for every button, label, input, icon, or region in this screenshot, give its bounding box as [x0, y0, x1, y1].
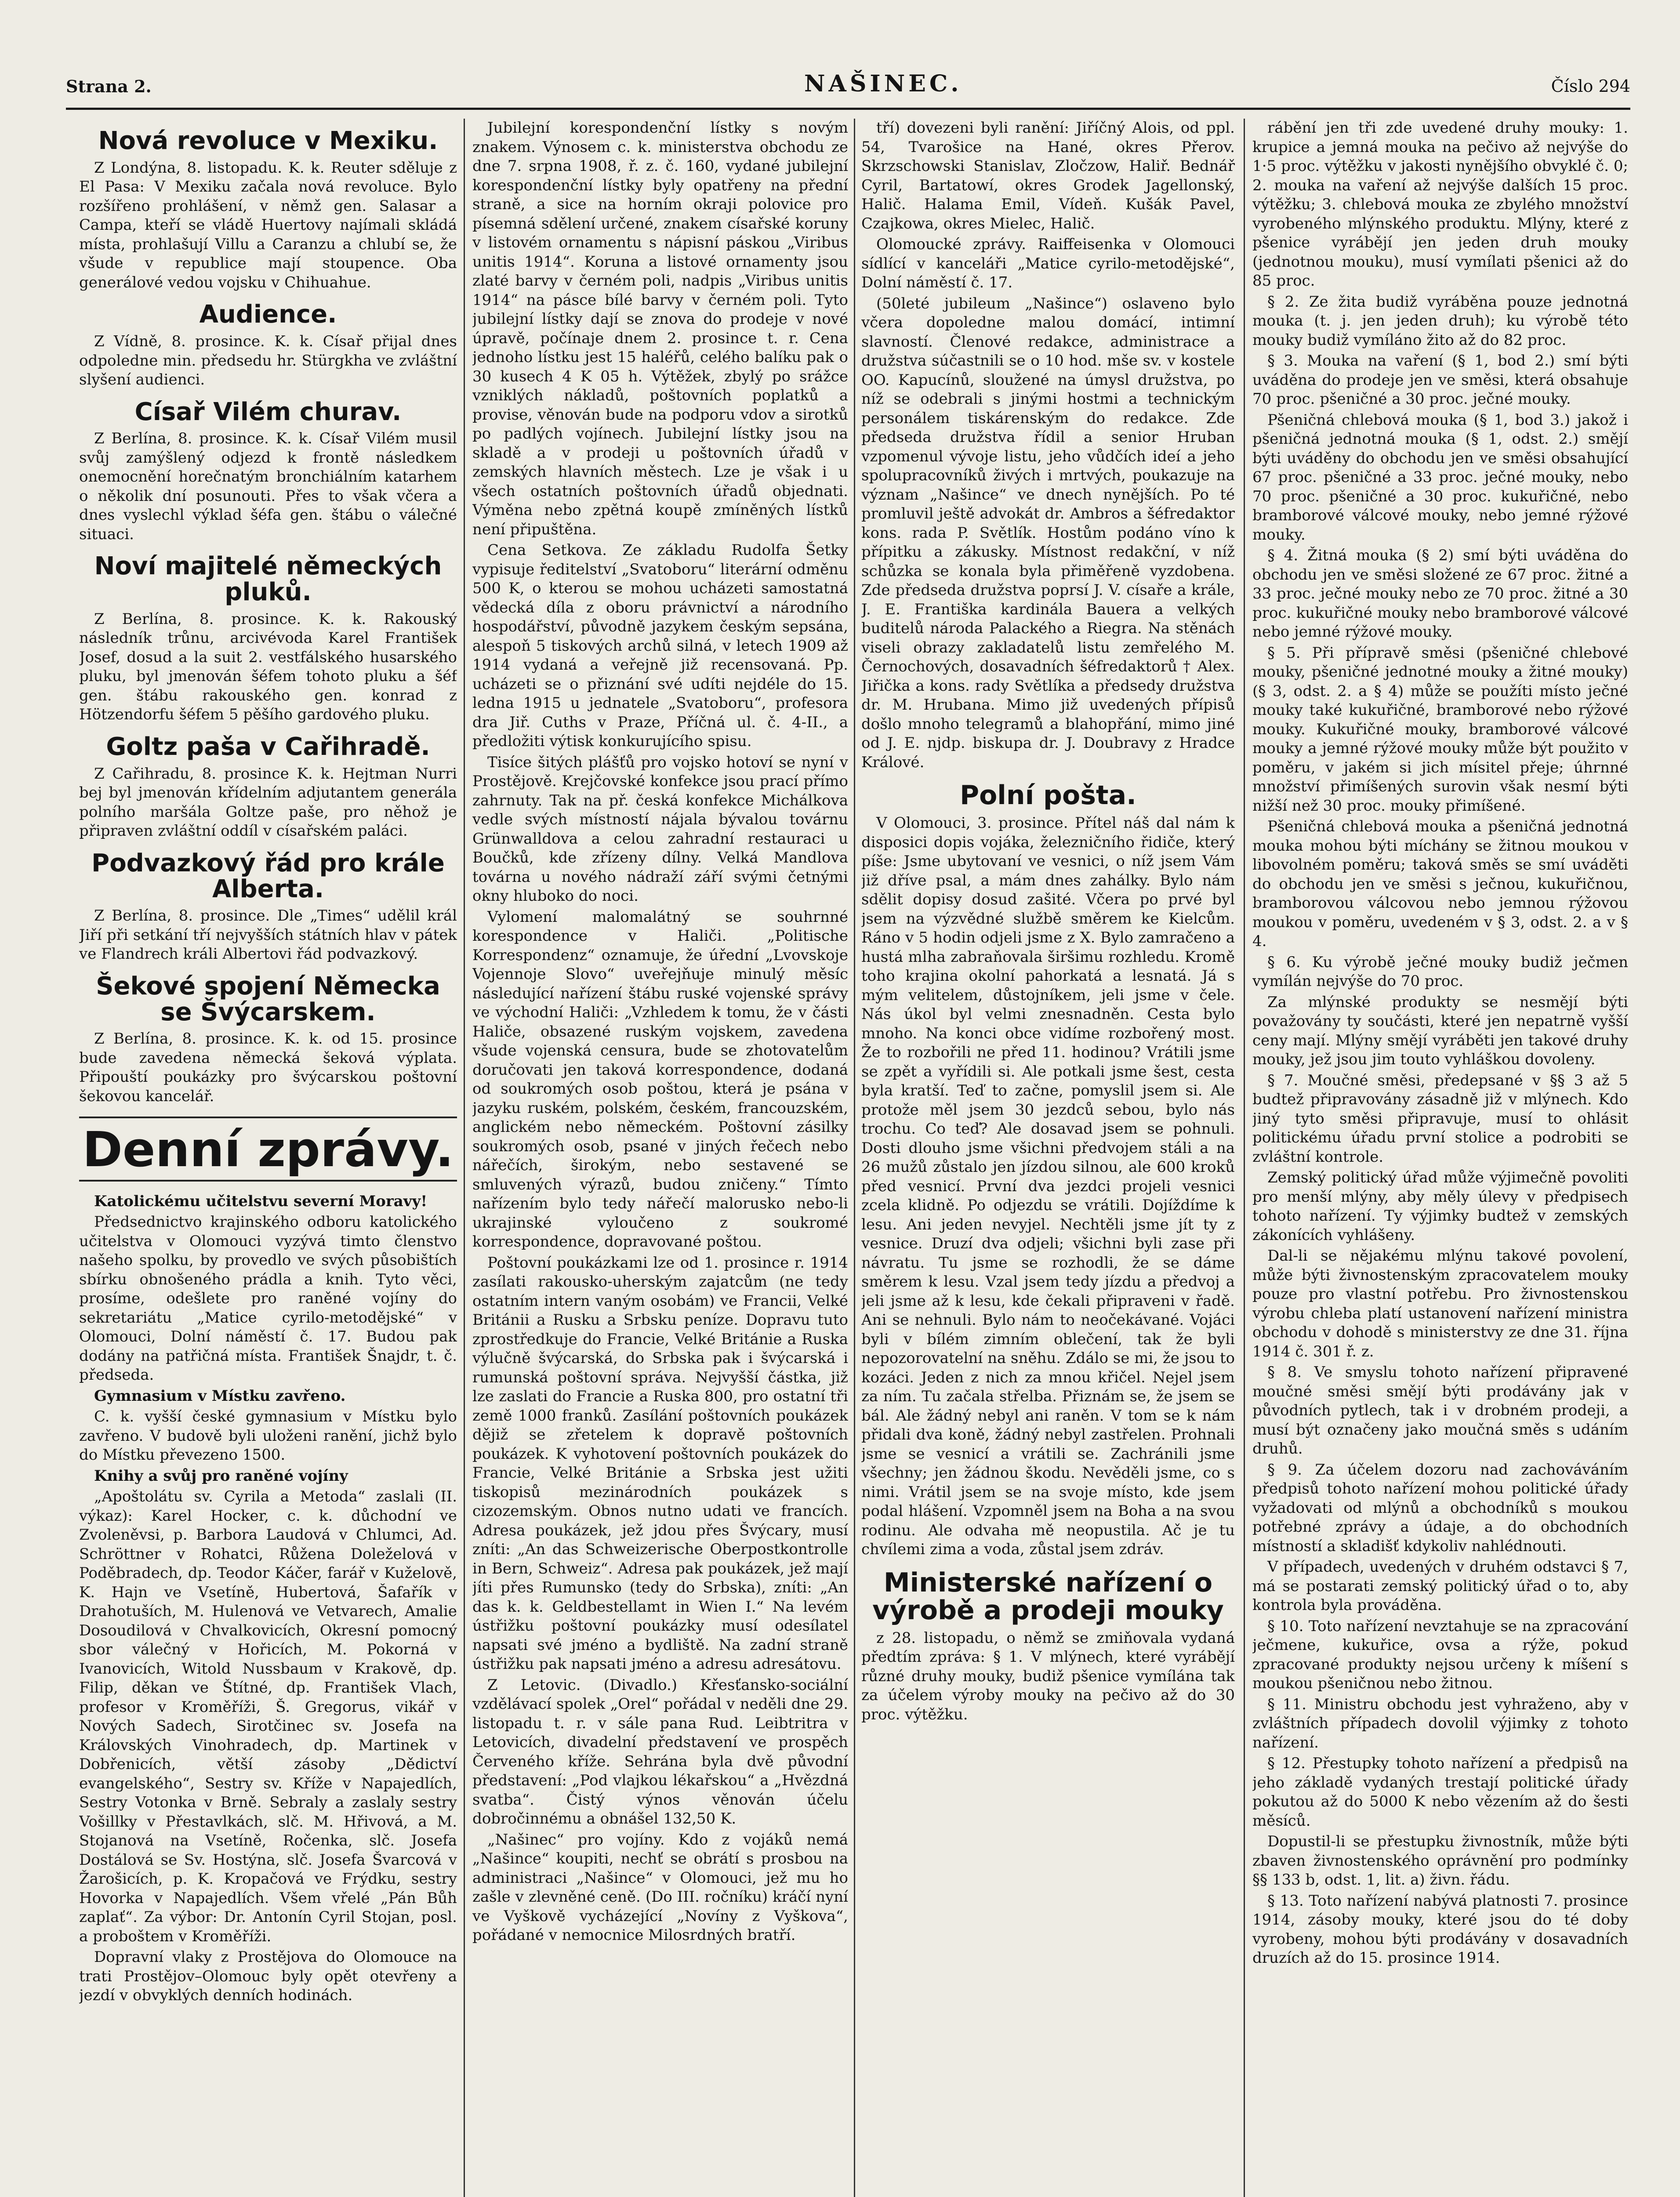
article-paragraph: Vylomení malomalátný se souhrnné korespondence v Haliči. „Politische Korrespondenz“ oznamuje, že úřední „Lvovskoje Vojennoje Slovo“ uveřejňuje minulý měsíc následující nařízení štábu ruské vojenské správy ve východní Haliči: „Vzhledem k tomu, že v části Haliče, obsazené ruským vojskem, zavedena všude vojenská censura, bude se zhotovatelům doručovati jen taková korrespondence, dodaná od soukromých osob poštou, která je psána v jazyku ruském, polském, českém, francouzském, anglickém nebo německém. Poštovní zásilky soukromých osob, psané v jiných řečech nebo nářečích, širokým, nebo sestavené se smluvených výrazů, budou zničeny.“ Tímto nařízením bylo tedy nářečí malorusko nebo-li ukrajinské vyloučeno z soukromé korrespondence, dopravované poštou.	[472, 908, 848, 1251]
article-paragraph: Z Berlína, 8. prosince. K. k. Rakouský následník trůnu, arcivévoda Karel František Josef, dosud a la suit 2. vestfálského husarského pluku, byl jmenován šéfem tohoto pluku a šéf gen. štábu rakouského gen. konrad z Hötzendorfu šéfem 5 pěšího gardového pluku.	[79, 610, 457, 724]
article-paragraph: § 3. Mouka na vaření (§ 1, bod 2.) smí býti uváděna do prodeje jen ve směsi, která obsahuje 70 proc. pšeničné a 30 proc. ječné mouky.	[1252, 352, 1628, 408]
column-divider	[854, 119, 855, 2197]
column-3	[861, 119, 1235, 2197]
article-headline: Císař Vilém churav.	[134, 397, 402, 426]
article-paragraph: Zemský politický úřad může výjimečně povoliti pro menší mlýny, aby měly úlevy v předpisech tohoto nařízení. Ty výjimky budtež v zemských zákonících vyhlášeny.	[1252, 1169, 1628, 1244]
article-paragraph: z 28. listopadu, o němž se zmiňovala vydaná předtím zpráva: § 1. V mlýnech, které vyrábějí různé druhy mouky, budiž pšenice vymílána tak za účelem výroby mouky na pečivo až do 30 proc. výtěžku.	[861, 1629, 1235, 1723]
article-headline: Audience.	[199, 300, 337, 329]
article-paragraph: Cena Setkova. Ze základu Rudolfa Šetky vypisuje ředitelství „Svatoboru“ literární odměnu 500 K, o kterou se mohou ucházeti samostatná vědecká díla z oboru právnictví a národního hospodářství, původně jazykem českým sepsána, alespoň 5 tiskových archů silná, v letech 1909 až 1914 vydaná a veřejně již recensovaná. Pp. ucházeti se o přiznání své udíti nejdéle do 15. ledna 1915 u jednatele „Svatoboru“, profesora dra Jiř. Cuths v Praze, Příčná ul. č. 4-II., a předložiti výtisk konkurujícího spisu.	[472, 541, 848, 750]
article-paragraph: Předsednictvo krajinského odboru katolického učitelstva v Olomouci vyzývá timto členstvo našeho spolku, by provedlo ve svých působištích sbírku obnošeného prádla a knih. Tyto věci, prosíme, odešlete pro raněné vojíny do sekretariátu „Matice cyrilo-metodějské“ v Olomouci, Dolní náměstí č. 17. Budou pak dodány na patřičná místa. František Šnajdr, t. č. předseda.	[79, 1213, 457, 1384]
article-paragraph: § 13. Toto nařízení nabývá platnosti 7. prosince 1914, zásoby mouky, které jsou do té doby vyrobeny, mohou býti prodávány v dosavadních druzích až do 15. prosince 1914.	[1252, 1892, 1628, 1967]
article-paragraph: Z Londýna, 8. listopadu. K. k. Reuter sděluje z El Pasa: V Mexiku začala nová revoluce. Bylo rozšířeno prohlášení, v němž gen. Salasar a Campa, kteří se vládě Huertovy najímali skládá místa, prohlašují Villu a Caranzu a chlubí se, že všude v republice mají stoupence. Oba generálové vedou vojsku v Chihuahue.	[79, 159, 457, 291]
article-paragraph: Z Vídně, 8. prosince. K. k. Císař přijal dnes odpoledne min. předsedu hr. Stürgkha ve zvláštní slyšení audienci.	[79, 333, 457, 389]
column-4	[1252, 119, 1628, 2197]
article-headline: Nová revoluce v Mexiku.	[98, 127, 438, 155]
article-paragraph: Pšeničná chlebová mouka (§ 1, bod 3.) jakož i pšeničná jednotná mouka (§ 1, odst. 2.) smějí býti uváděny do obchodu jen ve směsi obsahující 67 proc. pšeničné a 33 proc. ječné mouky, nebo 70 proc. pšeničné a 30 proc. kukuřičné, nebo bramborové válcové mouky, nebo jemné rýžové mouky.	[1252, 411, 1628, 544]
page-label: Strana 2.	[66, 76, 152, 96]
article-paragraph: V Olomouci, 3. prosince. Přítel náš dal nám k disposici dopis vojáka, železničního řidiče, který píše: Jsme ubytovaní ve vesnici, o níž jsem Vám již dříve psal, a mám dnes zahálky. Bylo nám sdělit dopisy dosud zašité. Včera po prvé byl jsem na výzvědné službě směrem ke Kielcům. Ráno v 5 hodin odjeli jsme z X. Bylo zamračeno a hustá mlha zabraňovala širšimu rozhledu. Kromě toho krajina okolní pahorkatá a lesnatá. Já s mým velitelem, důstojníkem, jeli jsme v čele. Nás úkol byl velmi znesnadněn. Cesta bylo mnoho. Na konci obce vidíme rozbořený most. Že to rozbořili ne před 11. hodinou? Vrátili jsme se zpět a vyřídili si. Ale potkali jsme šest, cesta byla kratší. Teď to začne, pomyslil jsem si. Ale protože měl jsem 30 jezdců sebou, bylo nás trochu. Co teď? Ale dosavad jsem se pohnuli. Dosti dlouho jsme všichni předvojem stáli a na 26 mužů zůstalo jen jízdou silnou, ale 600 kroků před vesnicí. První dva jezdci projeli vesnici zcela klidně. Po odjezdu se vrátili. Dojíždíme k lesu. Ani jeden nevyjel. Nechtěli jsme jít ty z vesnice. Druzí dva odjeli; všichni byli zase při návratu. Tu jsme se rozhodli, že se dáme směrem k lesu. Vzal jsem tedy jízdu a předvoj a jeli jsme až k lesu, kde čekali připraveni v řadě. Ani se nehnuli. Bylo nám to neočekávané. Vojáci byli v bílém zimním oblečení, tak že byli nepozorovatelní na sněhu. Zdálo se mi, že jsou to kozáci. Jeden z nich za mnou křičel. Nejel jsem za ním. Tu začala střelba. Přiznám se, že jsem se bál. Ale žádný nebyl ani raněn. V tom se k nám přidali dva koně, žádný nebyl zastřelen. Prohnali jsme se vesnicí a vrátili se. Zachránili jsme všechny; jen žádnou škodu. Nevěděli jsme, co s nimi. Vrátil jsem se na svoje místo, kde jsem podal hlášení. Vzpomněl jsem na Boha a na svou rodinu. Ale odvaha mě neopustila. Ač je tu chvílemi zima a voda, zůstal jsem zdráv.	[861, 814, 1235, 1558]
masthead: NAŠINEC.	[804, 70, 962, 97]
article-paragraph: Z Berlína, 8. prosince. Dle „Times“ udělil král Jiří při setkání tří nejvyšších státních hlav v pátek ve Flandrech králi Albertovi řád podvazkový.	[79, 907, 457, 963]
article-paragraph: Olomoucké zprávy. Raiffeisenka v Olomouci sídlící v kanceláři „Matice cyrilo-metodějské“, Dolní náměstí č. 17.	[861, 236, 1235, 291]
article-paragraph: „Našinec“ pro vojíny. Kdo z vojáků nemá „Našince“ koupiti, nechť se obrátí s prosbou na administraci „Našince“ v Olomouci, jež mu ho zašle v zlevněné ceně. (Do III. ročníku) kráčí nyní ve Vyškově vycházející „Novíny z Vyškova“, pořádané v nemocnice Milosrdných bratří.	[472, 1831, 848, 1944]
article-paragraph: Z Letovic. (Divadlo.) Křesťansko-sociální vzdělávací spolek „Orel“ pořádal v neděli dne 29. listopadu t. r. v sále pana Rud. Leibtritra v Letovicích, divadelní představení ve prospěch Červeného kříže. Sehrána byla dvě původní představení: „Pod vlajkou lékařskou“ a „Hvězdná svatba“. Čistý výnos věnován účelu dobročinnému a obnášel 132,50 K.	[472, 1676, 848, 1827]
article-paragraph: Dopustil-li se přestupku živnostník, může býti zbaven živnostenského oprávnění pro podmínky §§ 133 b, odst. 1, lit. a) živn. řádu.	[1252, 1833, 1628, 1889]
article-paragraph: § 12. Přestupky tohoto nařízení a předpisů na jeho základě vydaných trestají politické úřady pokutou až do 5000 K nebo vězením až do šesti měsíců.	[1252, 1755, 1628, 1830]
column-2	[472, 119, 848, 2197]
article-paragraph: „Apoštolátu sv. Cyrila a Metoda“ zaslali (II. výkaz): Karel Hocker, c. k. důchodní ve Zvoleněvsi, p. Barbora Laudová v Chlumci, Ad. Schröttner v Rohatci, Růžena Doleželová v Poděbradech, dp. Teodor Káčer, farář v Kuželově, K. Hajn ve Vsetíně, Hubertová, Šafařík v Drahotuších, M. Hulenová ve Vetvarech, Amalie Dosoudilová v Chvalkovicích, Okresní pomocný sbor válečný v Hořicích, M. Pokorná v Ivanovicích, Witold Nussbaum v Krakově, dp. Filip, děkan ve Štítné, dp. František Vlach, profesor v Kroměříži, Š. Gregorus, vikář v Nových Sadech, Sirotčinec sv. Josefa na Královských Vinohradech, dp. Martinek v Dobřenicích, větší zásoby „Dědictví evangelského“, Sestry sv. Kříže v Napajedlích, Sestry Votonka v Brně. Sebraly a zaslaly sestry Vošillky v Přestavlkách, slč. M. Hřivová, a M. Stojanová na Vsetíně, Ročenka, slč. Josefa Dostálová se Sv. Hostýna, slč. Josefa Švarcová v Žarošicích, p. K. Kropačová ve Frýdku, sestry Hovorka v Napajedlích. Všem vřelé „Pán Bůh zaplať“. Za výbor: Dr. Antonín Cyril Stojan, posl. a proboštem v Kroměříži.	[79, 1488, 457, 1945]
article-paragraph: C. k. vyšší české gymnasium v Místku bylo zavřeno. V budově byli uloženi ranění, jichž bylo do Místku převezeno 1500.	[79, 1408, 457, 1464]
article-paragraph: Za mlýnské produkty se nesmějí býti považovány ty součásti, které jen nepatrně vyšší ceny mají. Mlýny smějí vyráběti jen takové druhy mouky, jež jsou jim touto vyhláškou dovoleny.	[1252, 993, 1628, 1068]
article-paragraph: § 5. Při přípravě směsi (pšeničné chlebové mouky, pšeničné jednotné mouky a žitné mouky) (§ 3, odst. 2. a § 4) může se použíti místo ječné mouky také kukuřičné, bramborové nebo rýžové mouky. Kukuřičné mouky, bramborové válcové mouky a jemné rýžové mouky může být použito v poměru, v jakém si jich mísitel přeje; úhrnné množství přimíšených surovin však nesmí býti nižší než 30 proc. mouky přimíšené.	[1252, 644, 1628, 815]
article-paragraph: Knihy a svůj pro raněné vojíny	[94, 1467, 348, 1485]
article-paragraph: rábění jen tři zde uvedené druhy mouky: 1. krupice a jemná mouka na pečivo až nejvýše do 1·5 proc. výtěžku v jakosti nynějšího obvyklé č. 0; 2. mouka na vaření až nejvýše dalších 15 proc. výtěžku; 3. chlebová mouka ze zbylého množství vyrobeného mlýnského produktu. Mlýny, které z pšenice vyrábějí jen jeden druh mouky (jednotnou mouku), musí vymílati pšenici až do 85 proc.	[1252, 119, 1628, 290]
article-headline: Podvazkový řád pro krále Alberta.	[91, 848, 445, 903]
article-headline: Noví majitelé německých pluků.	[94, 552, 442, 607]
article-paragraph: § 2. Ze žita budiž vyráběna pouze jednotná mouka (t. j. jen jeden druh); ku výrobě této mouky budiž vymíláno žito až do 82 proc.	[1252, 293, 1628, 349]
header-rule	[66, 108, 1630, 110]
article-paragraph: § 9. Za účelem dozoru nad zachováváním předpisů tohoto nařízení mohou politické úřady vyžadovati od mlýnů a obchodníků s moukou potřebné zprávy a údaje, a do obchodních místností a skladišť kdykoliv nahlédnouti.	[1252, 1461, 1628, 1555]
article-paragraph: Tisíce šitých plášťů pro vojsko hotoví se nyní v Prostějově. Krejčovské konfekce jsou prací přímo zahrnuty. Tak na př. česká konfekce Michálkova vedle svých místností nájala bývalou továrnu Grünwalldova a celou zahradní restauraci u Boučků, kde zřízeny dílny. Velká Mandlova továrna u nového nádraží září svými četnými okny hluboko do noci.	[472, 753, 848, 905]
article-paragraph: Katolickému učitelstvu severní Moravy!	[94, 1192, 428, 1210]
article-headline: Goltz paša v Cařihradě.	[106, 732, 430, 761]
article-paragraph: § 6. Ku výrobě ječné mouky budiž ječmen vymílán nejvýše do 70 proc.	[1252, 953, 1628, 990]
column-divider	[1244, 119, 1245, 2197]
page-header	[66, 66, 1630, 105]
article-headline: Polní pošta.	[960, 780, 1136, 811]
article-paragraph: § 7. Moučné směsi, předepsané v §§ 3 až 5 budtež připravovány zásadně již v mlýnech. Kdo jiný tyto směsi připravuje, musí to ohlásit politickému úřadu první stolice a podrobiti se zvláštní kontrole.	[1252, 1071, 1628, 1166]
article-headline: Ministerské nařízení o výrobě a prodeji mouky	[872, 1567, 1224, 1626]
column-divider	[464, 119, 465, 2197]
article-paragraph: Z Cařihradu, 8. prosince K. k. Hejtman Nurri bej byl jmenován křídelním adjutantem generála polního maršála Goltze paše, pro něhož je připraven zvláštní oddíl v císařském paláci.	[79, 765, 457, 840]
article-paragraph: Z Berlína, 8. prosince. K. k. Císař Vilém musil svůj zamýšlený odjezd k frontě následkem onemocnění horečnatým bronchiálním katarhem o několik dní posunouti. Přes to však včera a dnes vyslechl výklad šéfa gen. štábu o válečné situaci.	[79, 430, 457, 543]
article-headline: Šekové spojení Německa se Švýcarskem.	[96, 972, 440, 1026]
article-paragraph: Dopravní vlaky z Prostějova do Olomouce na trati Prostějov–Olomouc byly opět otevřeny a jezdí v obvyklých denních hodinách.	[79, 1948, 457, 2005]
article-headline: Denní zprávy.	[79, 1117, 457, 1182]
article-paragraph: § 4. Žitná mouka (§ 2) smí býti uváděna do obchodu jen ve směsi složené ze 67 proc. žitné a 33 proc. ječné mouky nebo ze 70 proc. žitné a 30 proc. kukuřičné mouky nebo bramborové válcové nebo jemné rýžové mouky.	[1252, 547, 1628, 641]
article-paragraph: § 8. Ve smyslu tohoto nařízení připravené moučné směsi smějí býti prodávány jak v původních pytlech, tak i v drobném prodeji, a musí být označeny jako moučná směs s udáním druhů.	[1252, 1363, 1628, 1457]
article-paragraph: V případech, uvedených v druhém odstavci § 7, má se postarati zemský politický úřad o to, aby kontrola byla prováděna.	[1252, 1558, 1628, 1614]
article-paragraph: Pšeničná chlebová mouka a pšeničná jednotná mouka mohou býti míchány se žitnou moukou v libovolném poměru; taková směs se smí uváděti do obchodu jen ve směsi s ječnou, kukuřičnou, bramborovou válcovou nebo jemnou rýžovou moukou v poměru, uvedeném v § 3, odst. 2. a v § 4.	[1252, 818, 1628, 950]
issue-number: Číslo 294	[1551, 76, 1630, 96]
article-paragraph: (50leté jubileum „Našince“) oslaveno bylo včera dopoledne malou domácí, intimní slavností. Členové redakce, administrace a družstva súčastnili se o 10 hod. mše sv. v kostele OO. Kapucínů, sloužené na úmysl družstva, po níž se odebrali s jinými hostmi a technickým personálem tiskárenským do redakce. Zde předseda družstva řídil a senior Hruban vzpomenul vývoje listu, jeho vůdčích ideí a jeho spolupracovníků živých i mrtvých, poukazuje na význam „Našince“ ve dnech nynějších. Po té promluvil ještě advokát dr. Ambros a šéfredaktor kons. rada P. Světlík. Hostům podáno víno k přípitku a zákusky. Místnost redakční, v níž schůzka se konala byla přiměřeně vyzdobena. Zde předseda družstva poprsí J. V. císaře a krále, J. E. Františka kardinála Bauera a velkých buditelů národa Palackého a Riegra. Na stěnách viseli obrazy zakladatelů listu zemřelého M. Černochových, dosavadních šéfredaktorů † Alex. Jiřička a kons. rady Světlíka a předsedy družstva dr. M. Hrubana. Mimo již uvedených přípisů došlo mnoho telegramů a blahopřání, mimo jiné od J. E. njdp. biskupa dr. J. Doubravy z Hradce Králové.	[861, 294, 1235, 771]
article-paragraph: tří) dovezeni byli ranění: Jiříčný Alois, od ppl. 54, Tvarošice na Hané, okres Přerov. Skrzschowski Stanislav, Zločzow, Haliř. Bednář Cyril, Bartatowí, okres Grodek Jagellonský, Halič. Halama Emil, Vídeň. Kušák Pavel, Czajkowa, okres Mielec, Halič.	[861, 119, 1235, 232]
column-1	[79, 119, 457, 2197]
article-paragraph: Poštovní poukázkami lze od 1. prosince r. 1914 zasílati rakousko-uherským zajatcům (ne tedy ostatním intern vaným osobám) ve Francii, Velké Británii a Rusku a Srbsku peníze. Dopravu tuto zprostředkuje do Francie, Velké Británie a Ruska výlučně švýcarská, do Srbska pak i švýcarská i rumunská poštovní správa. Nejvyšší částka, již lze zaslati do Francie a Ruska 800, pro ostatní tři země 1000 franků. Zasílání poštovních poukázek dějiž se zřetelem k dopravě poštovních poukázek. K vyhotovení poštovních poukázek do Francie, Velké Británie a Srbska jest užiti tiskopisů mezinárodních poukázek s cizozemským. Obnos nutno udati ve francích. Adresa poukázek, jež jdou přes Švýcary, musí zníti: „An das Schweizerische Oberpostkontrolle in Bern, Schweiz“. Adresa pak poukázek, jež mají jíti přes Rumunsko (tedy do Srbska), zníti: „An das k. k. Geldbestellamt in Wien I.“ Na levém ústřižku poštovní poukázky musí odesílatel napsati své jméno a bydliště. Na zadní straně ústřižku pak napsati jméno a adresu adresátovu.	[472, 1254, 848, 1673]
article-paragraph: Z Berlína, 8. prosince. K. k. od 15. prosince bude zavedena německá šeková výplata. Připouští poukázky pro švýcarskou poštovní šekovou kancelář.	[79, 1030, 457, 1105]
article-paragraph: Jubilejní korespondenční lístky s novým znakem. Výnosem c. k. ministerstva obchodu ze dne 7. srpna 1908, ř. z. č. 160, vydané jubilejní korespondenční lístky byly opatřeny na přední straně, a sice na horním okraji polovice pro písemná sdělení určené, znakem císařské koruny v listovém ornamentu s nápisní páskou „Viribus unitis 1914“. Koruna a listové ornamenty jsou zlaté barvy v černém poli, nadpis „Viribus unitis 1914“ na pásce bílé barvy v černém poli. Tyto jubilejní lístky dají se znova do prodeje v nové úpravě, počínaje dnem 2. prosince t. r. Cena jednoho lístku jest 15 haléřů, celého balíku pak o 30 kusech 4 K 05 h. Výtěžek, zbylý po srážce vzniklých nákladů, poštovních poplatků a provise, věnován bude na podporu vdov a sirotků po padlých vojínech. Jubilejní lístky jsou na skladě a v prodeji u poštovních úřadů v zemských hlavních městech. Lze je však i u všech ostatních poštovních úřadů objednati. Výměna nebo zpětná koupě zmíněných lístků není připuštěna.	[472, 119, 848, 538]
article-paragraph: § 11. Ministru obchodu jest vyhraženo, aby v zvláštních případech dovolil výjimky z tohoto nařízení.	[1252, 1695, 1628, 1751]
article-paragraph: Gymnasium v Místku zavřeno.	[94, 1387, 346, 1405]
article-paragraph: § 10. Toto nařízení nevztahuje se na zpracování ječmene, kukuřice, ovsa a rýže, pokud zpracované produkty nejsou určeny k míšení s moukou pšeničnou nebo žitnou.	[1252, 1617, 1628, 1692]
article-paragraph: Dal-li se nějakému mlýnu takové povolení, může býti živnostenským zpracovatelem mouky pouze pro vlastní potřebu. Pro živnostenskou výrobu chleba platí ustanovení nařízení ministra obchodu v dohodě s ministerstvy ze dne 31. října 1914 č. 301 ř. z.	[1252, 1247, 1628, 1360]
